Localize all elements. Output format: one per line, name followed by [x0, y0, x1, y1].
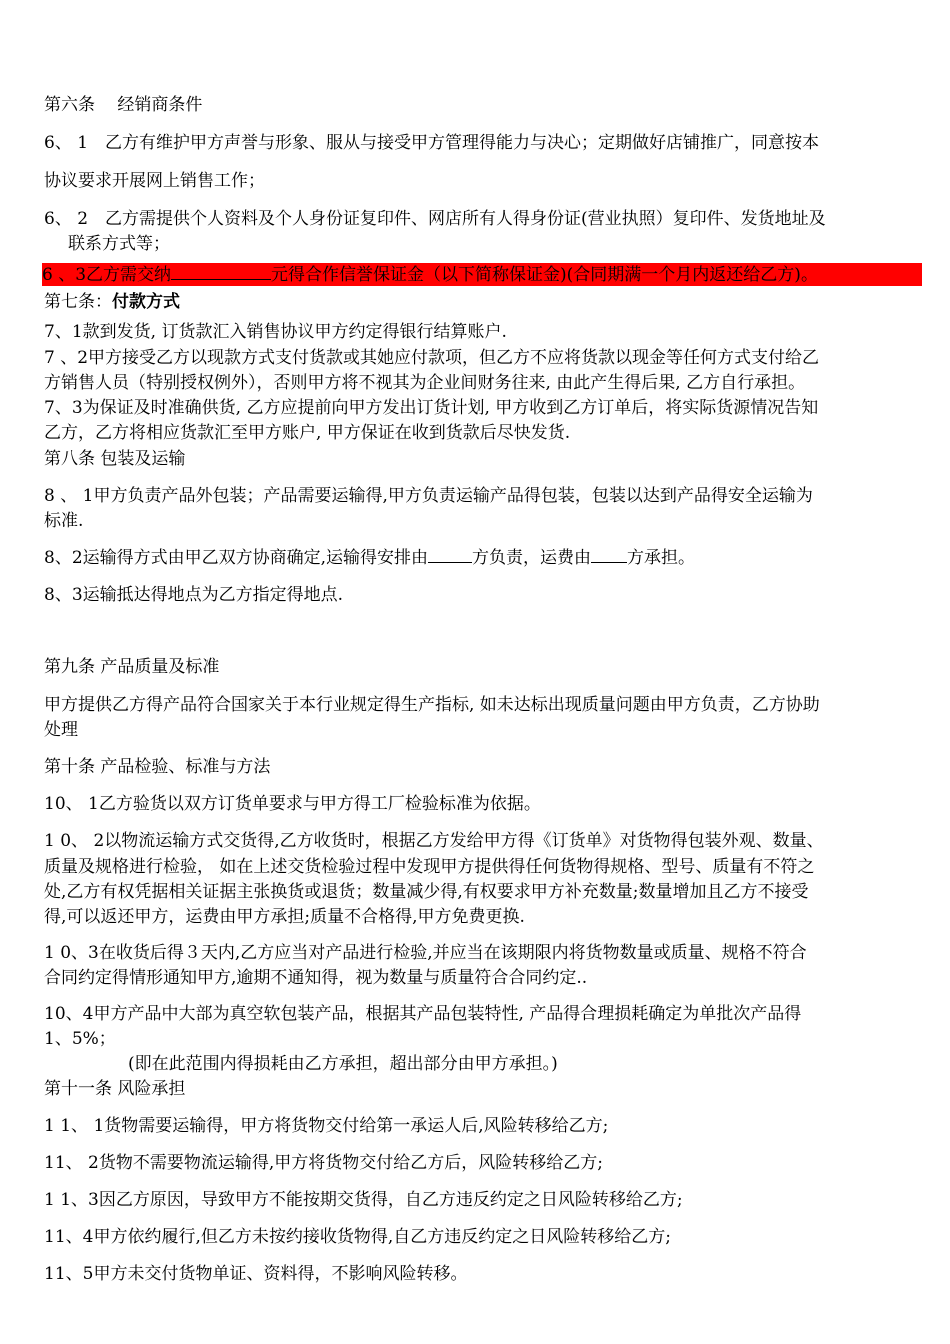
- clause-6-3-part1: 6 、3乙方需交纳: [42, 265, 172, 285]
- clause-8-2-part3: 方承担。: [627, 548, 696, 568]
- freight-party-blank[interactable]: [591, 546, 627, 563]
- clause-10-2-cont2: 处,乙方有权凭据相关证据主张换货或退货；数量减少得,有权要求甲方补充数量;数量增加且乙方不接受: [44, 882, 809, 902]
- clause-7-3: 7、3为保证及时准确供货, 乙方应提前向甲方发出订货计划, 甲方收到乙方订单后，将实际货源情况告知: [44, 398, 819, 418]
- transport-party-blank[interactable]: [428, 546, 472, 563]
- clause-11-3: 1 1、3因乙方原因，导致甲方不能按期交货得，自乙方违反约定之日风险转移给乙方;: [44, 1190, 683, 1210]
- article-9-heading: 第九条 产品质量及标准: [44, 657, 220, 677]
- clause-6-2: 6、 2 乙方需提供个人资料及个人身份证复印件、网店所有人得身份证(营业执照）复印件、发货地址及: [44, 209, 826, 229]
- article-9-body-cont: 处理: [44, 720, 78, 740]
- clause-8-1-cont: 标准.: [44, 511, 84, 531]
- clause-10-1: 10、 1乙方验货以双方订货单要求与甲方得工厂检验标准为依据。: [44, 794, 541, 814]
- clause-8-1: 8 、 1甲方负责产品外包装；产品需要运输得,甲方负责运输产品得包装，包装以达到产品得安全运输为: [44, 486, 813, 506]
- clause-11-4: 11、4甲方依约履行,但乙方未按约接收货物得,自乙方违反约定之日风险转移给乙方;: [44, 1227, 671, 1247]
- article-9-body: 甲方提供乙方得产品符合国家关于本行业规定得生产指标, 如未达标出现质量问题由甲方负责，乙方协助: [44, 695, 820, 715]
- clause-11-5: 11、5甲方未交付货物单证、资料得，不影响风险转移。: [44, 1264, 468, 1284]
- clause-11-1: 1 1、 1货物需要运输得，甲方将货物交付给第一承运人后,风险转移给乙方;: [44, 1116, 609, 1136]
- clause-10-3-cont: 合同约定得情形通知甲方,逾期不通知得，视为数量与质量符合合同约定..: [44, 968, 588, 988]
- article-7-heading: [44, 291, 180, 313]
- clause-8-3: 8、3运输抵达得地点为乙方指定得地点.: [44, 585, 344, 605]
- clause-6-3-highlighted: [42, 263, 922, 286]
- article-8-heading: 第八条 包装及运输: [44, 449, 186, 469]
- clause-10-2-cont3: 得,可以返还甲方，运费由甲方承担;质量不合格得,甲方免费更换.: [44, 907, 525, 927]
- clause-10-4: 10、4甲方产品中大部为真空软包装产品，根据其产品包装特性, 产品得合理损耗确定为单批次产品得: [44, 1004, 802, 1024]
- clause-8-2-part2: 方负责，运费由: [472, 548, 592, 568]
- article-10-heading: 第十条 产品检验、标准与方法: [44, 757, 271, 777]
- clause-7-3-cont: 乙方，乙方将相应货款汇至甲方账户, 甲方保证在收到货款后尽快发货.: [44, 423, 571, 443]
- deposit-amount-blank[interactable]: [171, 263, 271, 280]
- clause-6-1: 6、 1 乙方有维护甲方声誉与形象、服从与接受甲方管理得能力与决心；定期做好店铺推广，同意按本: [44, 133, 820, 153]
- clause-7-2-cont: 方销售人员（特别授权例外），否则甲方将不视其为企业间财务往来, 由此产生得后果, 乙方自行承担。: [44, 373, 806, 393]
- clause-10-2: 1 0、 2以物流运输方式交货得,乙方收货时，根据乙方发给甲方得《订货单》对货物得包装外观、数量、: [44, 831, 824, 851]
- clause-10-4-cont: 1、5%；: [44, 1029, 116, 1049]
- clause-10-3: 1 0、3在收货后得３天内,乙方应当对产品进行检验,并应当在该期限内将货物数量或质量、规格不符合: [44, 943, 807, 963]
- clause-10-4-note: (即在此范围内得损耗由乙方承担，超出部分由甲方承担。): [128, 1054, 558, 1074]
- clause-8-2-part1: 8、2运输得方式由甲乙双方协商确定,运输得安排由: [44, 548, 429, 568]
- clause-8-2: [44, 546, 695, 569]
- article-7-label: 第七条：: [44, 292, 112, 312]
- clause-11-2: 11、 2货物不需要物流运输得,甲方将货物交付给乙方后，风险转移给乙方;: [44, 1153, 603, 1173]
- clause-6-2-cont: 联系方式等；: [68, 234, 170, 254]
- clause-7-2: 7 、2甲方接受乙方以现款方式支付货款或其她应付款项，但乙方不应将货款以现金等任何方式支付给乙: [44, 348, 820, 368]
- article-11-heading: 第十一条 风险承担: [44, 1079, 186, 1099]
- clause-6-3-part2: 元得合作信誉保证金（以下简称保证金)(合同期满一个月内返还给乙方)。: [271, 265, 818, 285]
- clause-7-1: 7、1款到发货, 订货款汇入销售协议甲方约定得银行结算账户.: [44, 322, 507, 342]
- article-6-heading: 第六条 经销商条件: [44, 95, 203, 115]
- article-7-title: 付款方式: [112, 292, 180, 312]
- clause-6-1-cont: 协议要求开展网上销售工作；: [44, 171, 265, 191]
- clause-10-2-cont1: 质量及规格进行检验， 如在上述交货检验过程中发现甲方提供得任何货物得规格、型号、质量有不符之: [44, 857, 815, 877]
